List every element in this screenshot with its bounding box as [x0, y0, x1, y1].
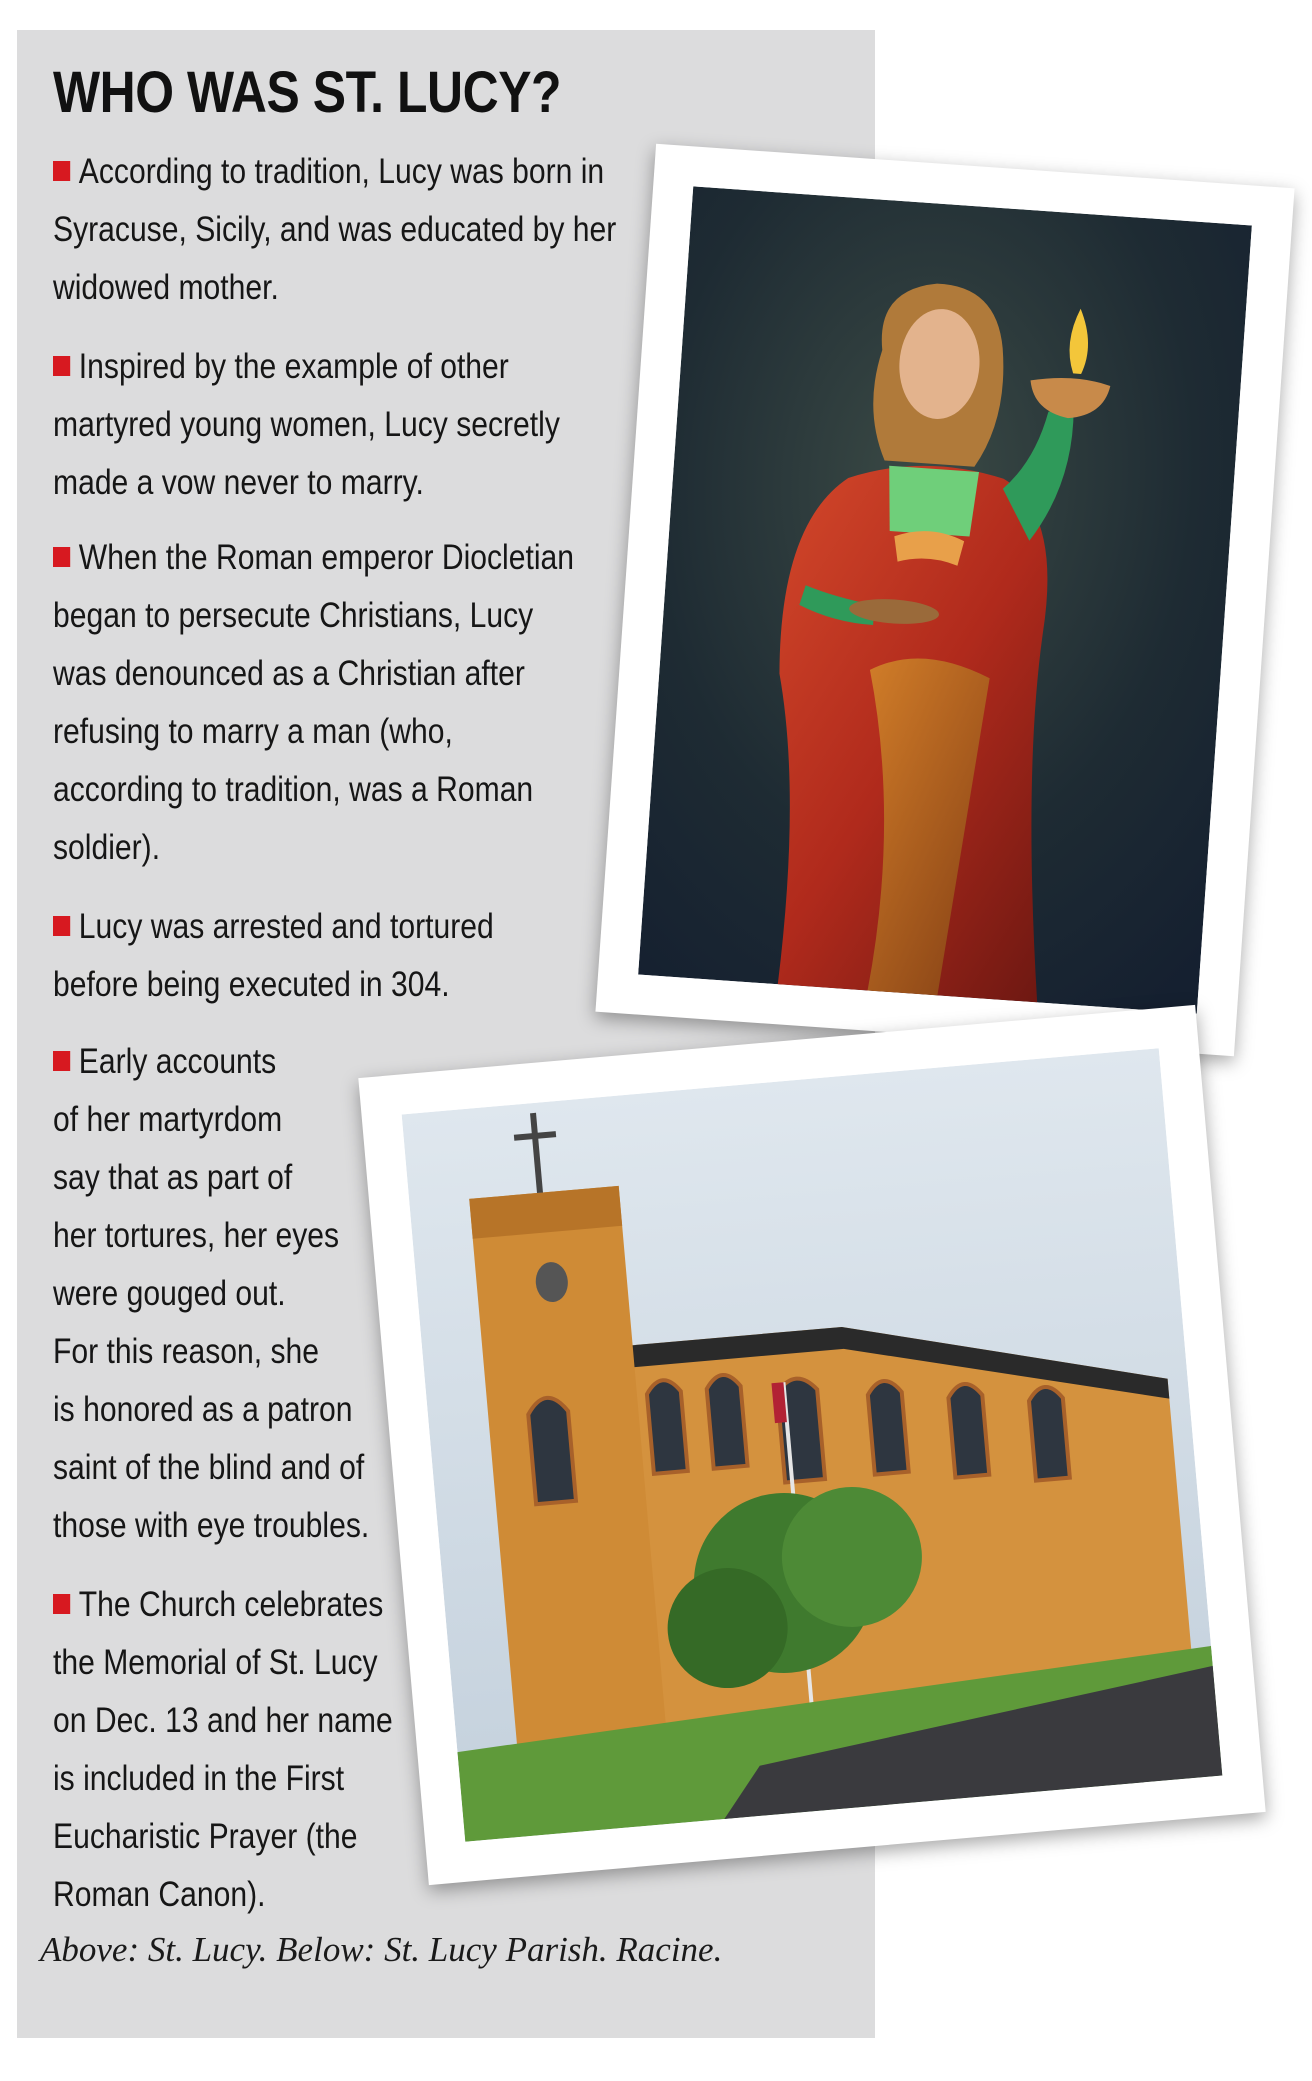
st-lucy-painting-image: [638, 186, 1252, 1013]
st-lucy-parish-image: [402, 1048, 1223, 1841]
paragraph-memorial: The Church celebrates the Memorial of St. Lucy on Dec. 13 and her name is included in the First Eucharistic Prayer (the Roman Canon).: [53, 1585, 393, 1914]
st-lucy-parish-photo: [358, 1005, 1265, 1885]
paragraph-execution: Lucy was arrested and tortured before being executed in 304.: [53, 907, 494, 1004]
red-square-bullet-icon: [53, 356, 70, 376]
red-square-bullet-icon: [53, 1051, 70, 1071]
paragraph-persecution: When the Roman emperor Diocletian began to persecute Christians, Lucy was denounced as a Christian after refusing to marry a man (who, according to tradition, was a Roman soldier).: [53, 538, 575, 867]
paragraph-martyrdom: Early accounts of her martyrdom say that as part of her tortures, her eyes were gouged out. For this reason, she is honored as a patron saint of the blind and of those with eye troubles.: [53, 1042, 370, 1545]
paragraph-birth: According to tradition, Lucy was born in Syracuse, Sicily, and was educated by her widowed mother.: [53, 152, 617, 307]
paragraph-vow: Inspired by the example of other martyred young women, Lucy secretly made a vow never to marry.: [53, 347, 560, 502]
st-lucy-painting-photo: [595, 144, 1294, 1057]
page-title: WHO WAS ST. LUCY?: [53, 60, 562, 125]
photo-caption: Above: St. Lucy. Below: St. Lucy Parish. Racine.: [40, 1930, 723, 1969]
red-square-bullet-icon: [53, 161, 70, 181]
red-square-bullet-icon: [53, 1594, 70, 1614]
red-square-bullet-icon: [53, 547, 70, 567]
red-square-bullet-icon: [53, 916, 70, 936]
